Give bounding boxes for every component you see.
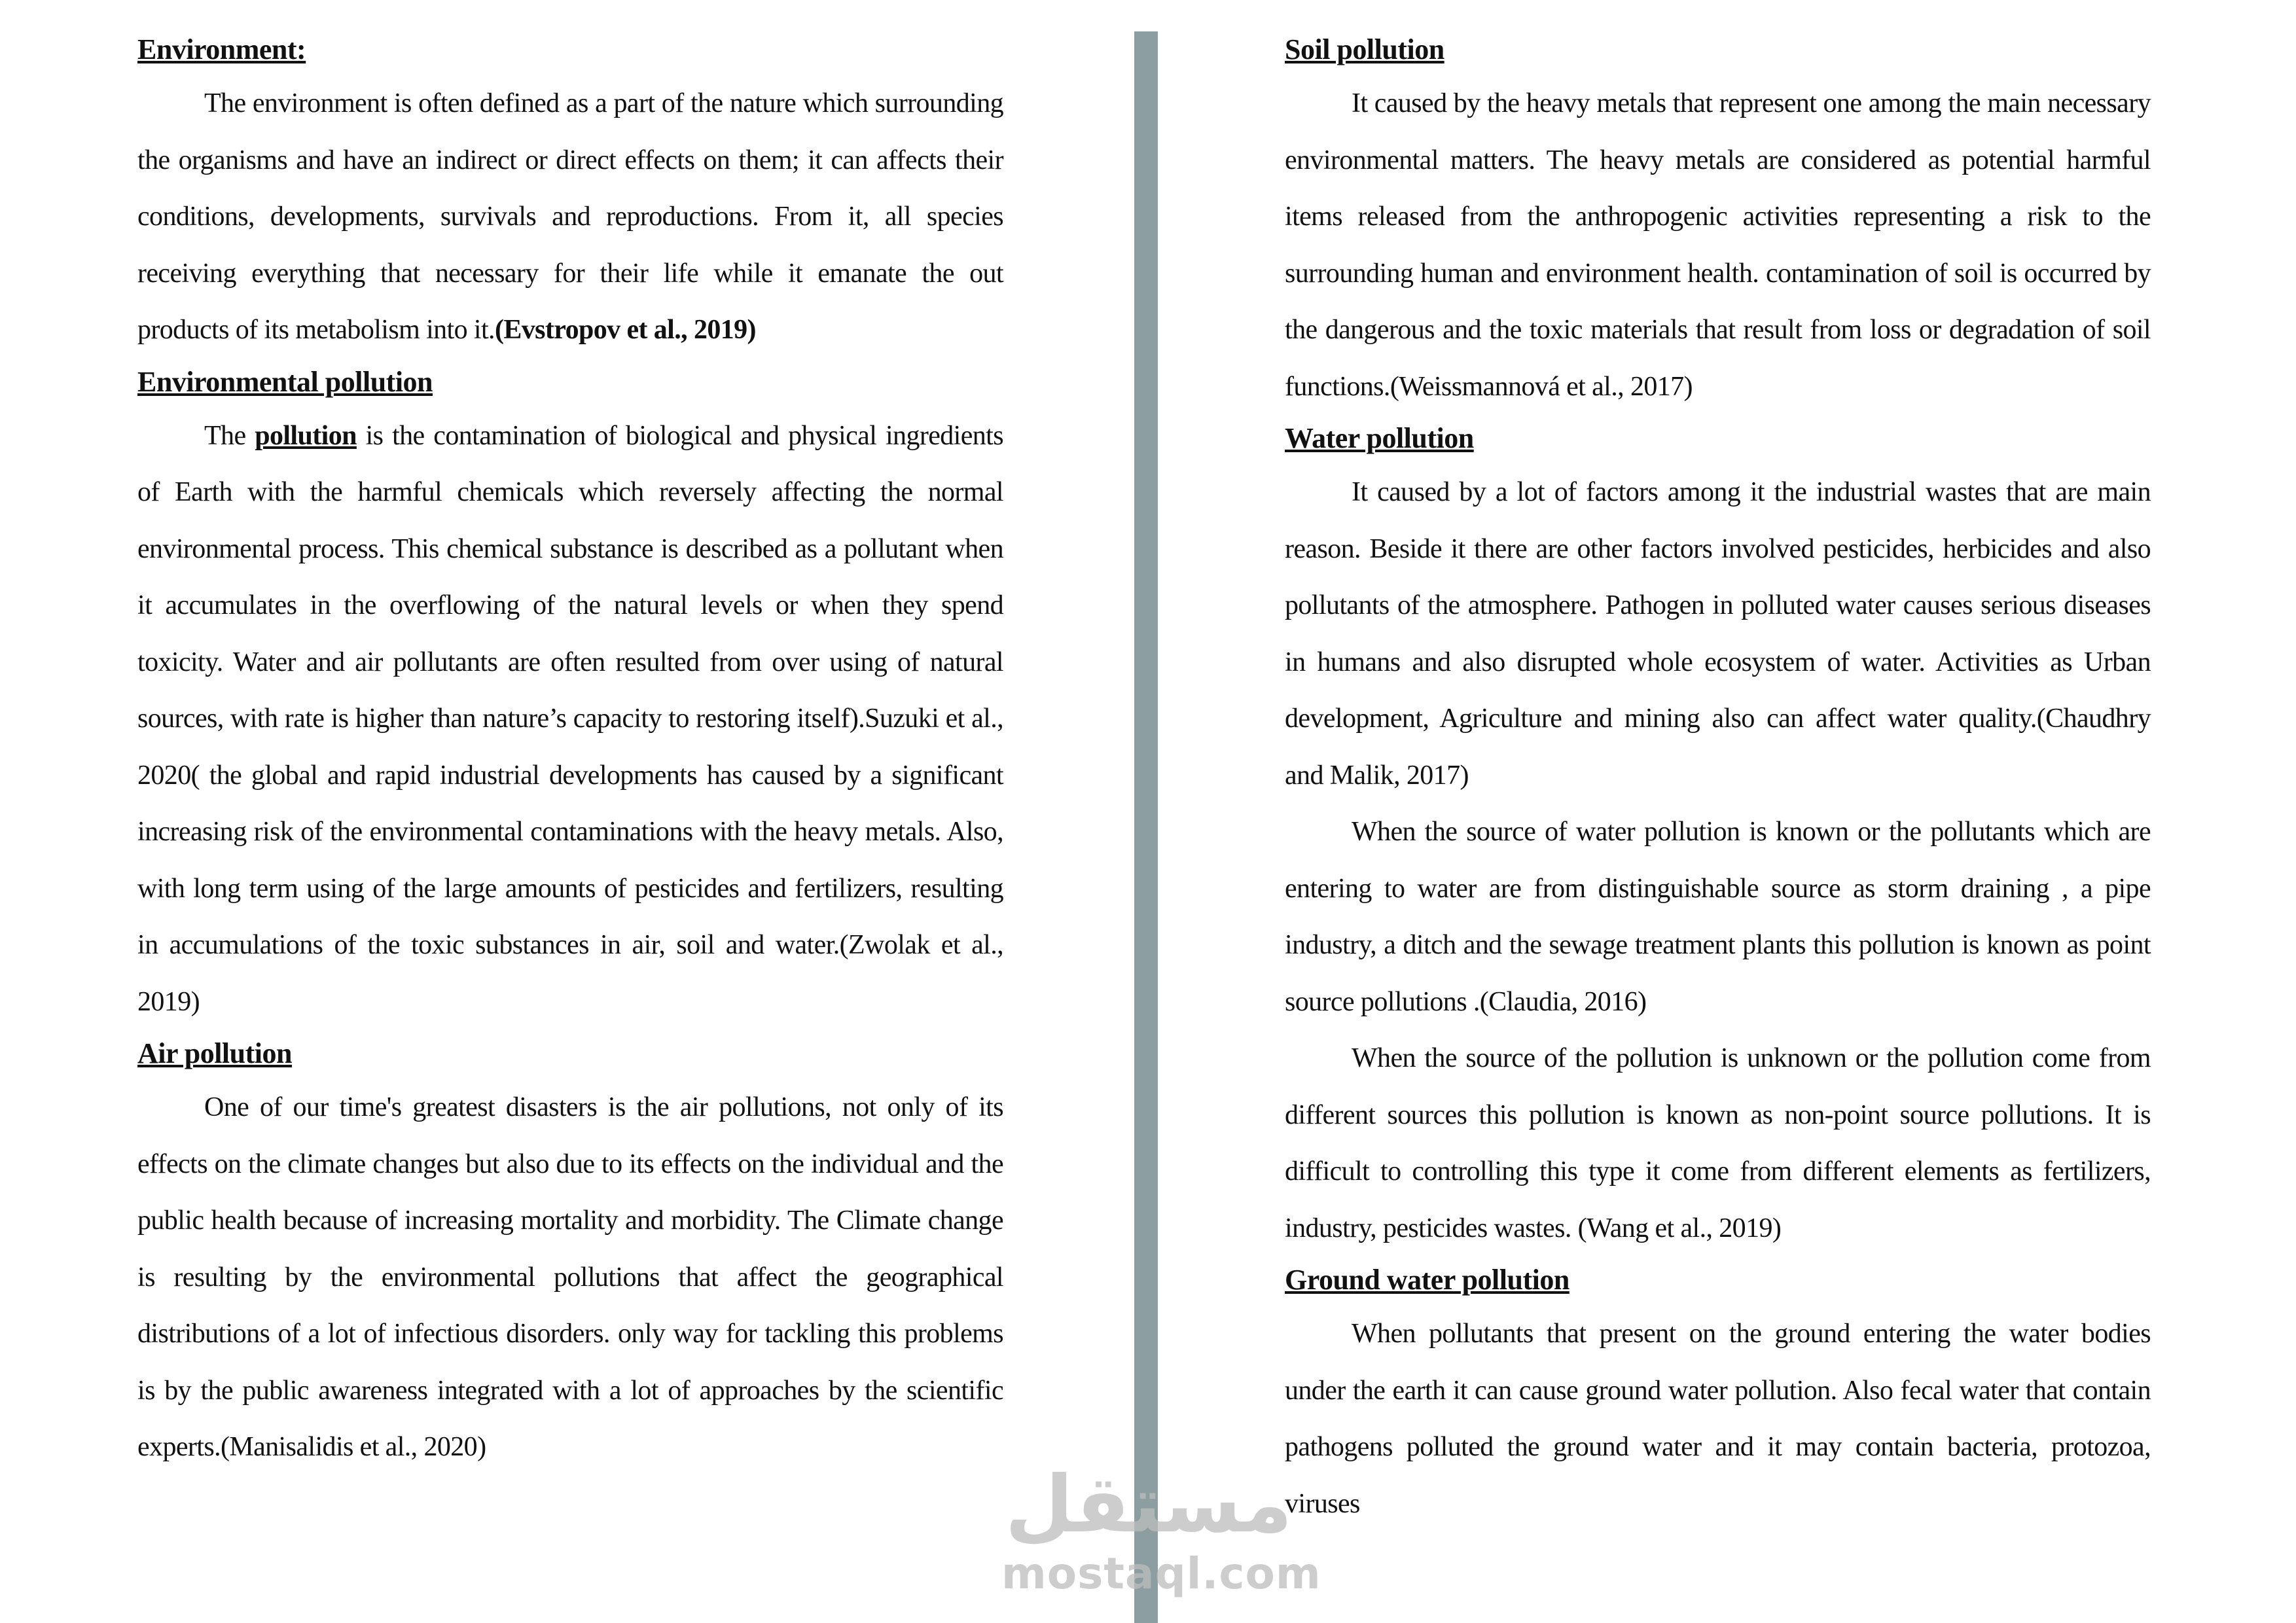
left-page: [0, 0, 1126, 1623]
right-column-text: [1285, 26, 2151, 1532]
citation-chaudhry: (Chaudhry and Malik, 2017): [1285, 704, 2151, 791]
mostaql-watermark: [1001, 1459, 1321, 1610]
paragraph-ground-water-pollution: When pollutants that present on the ground entering the water bodies under the earth it can cause ground water pollution. Also fecal water that contain pathogens polluted the ground water and it may contain bacteria, protozoa, viruses: [1285, 1319, 2151, 1519]
page-divider: [1134, 31, 1158, 1623]
paragraph-water-pollution-1: It caused by a lot of factors among it the industrial wastes that are main reason. Beside it there are other factors involved pesticides, herbicides and also pollutants of the atmosphere. Pathogen in polluted water causes serious diseases in humans and also disrupted whole ecosystem of water. Activities as Urban development, Agriculture and mining also can affect water quality.(Chaudhry and Malik, 2017): [1285, 477, 2151, 791]
citation-weissmannova: (Weissmannová et al., 2017): [1390, 371, 1693, 402]
paragraph-air-pollution: One of our time's greatest disasters is the air pollutions, not only of its effects on the climate changes but also due to its effects on the individual and the public health because of increasing mortality and morbidity. The Climate change is resulting by the environmental pollutions that affect the geographical distributions of a lot of infectious disorders. only way for tackling this problems is by the public awareness integrated with a lot of approaches by the scientific experts.(Manisalidis et al., 2020): [137, 1092, 1003, 1462]
section-heading-air-pollution: Air pollution: [137, 1037, 292, 1069]
citation-zwolak: (Zwolak et al., 2019): [137, 930, 1004, 1017]
paragraph-water-pollution-2: When the source of water pollution is known or the pollutants which are entering to water are from distinguishable source as storm draining , a pipe industry, a ditch and the sewage treatment plants this pollution is known as point source pollutions .(Claudia, 2016): [1285, 817, 2151, 1017]
keyword-pollution: pollution: [255, 420, 357, 451]
right-page: [1158, 0, 2296, 1623]
section-heading-water-pollution: Water pollution: [1285, 422, 1474, 454]
left-column-text: [137, 26, 1003, 1476]
paragraph-soil-pollution: It caused by the heavy metals that represent one among the main necessary environmental matters. The heavy metals are considered as potential harmful items released from the anthropogenic activities representing a risk to the surrounding human and environment health. contamination of soil is occurred by the dangerous and the toxic materials that result from loss or degradation of soil functions.(Weissmannová et al., 2017): [1285, 88, 2151, 402]
section-heading-soil-pollution: Soil pollution: [1285, 33, 1444, 65]
paragraph-environment: The environment is often defined as a part of the nature which surrounding the organisms and have an indirect or direct effects on them; it can affects their conditions, developments, survivals and reproductions. From it, all species receiving everything that necessary for their life while it emanate the out products of its metabolism into it.(Evstropov et al., 2019): [137, 88, 1003, 345]
citation-manisalidis: (Manisalidis et al., 2020): [220, 1432, 486, 1462]
paragraph-environmental-pollution: The pollution is the contamination of biological and physical ingredients of Earth with the harmful chemicals which reversely affecting the normal environmental process. This chemical substance is described as a pollutant when it accumulates in the overflowing of the natural levels or when they spend toxicity. Water and air pollutants are often resulted from over using of natural sources, with rate is higher than nature’s capacity to restoring itself).Suzuki et al., 2020( the global and rapid industrial developments has caused by a significant increasing risk of the environmental contaminations with the heavy metals. Also, with long term using of the large amounts of pesticides and fertilizers, resulting in accumulations of the toxic substances in air, soil and water.(Zwolak et al., 2019): [137, 420, 1004, 1017]
citation-evstropov: (Evstropov et al., 2019): [494, 315, 756, 345]
citation-wang: (Wang et al., 2019): [1577, 1213, 1782, 1243]
watermark-url: mostaql.com: [1001, 1548, 1321, 1599]
section-heading-ground-water-pollution: Ground water pollution: [1285, 1264, 1570, 1296]
section-heading-environmental-pollution: Environmental pollution: [137, 365, 433, 398]
section-heading-environment: Environment:: [137, 33, 306, 65]
citation-claudia: (Claudia, 2016): [1479, 986, 1647, 1017]
paragraph-water-pollution-3: When the source of the pollution is unknown or the pollution come from different sources this pollution is known as non-point source pollutions. It is difficult to controlling this type it come from different elements as fertilizers, industry, pesticides wastes. (Wang et al., 2019): [1285, 1043, 2151, 1243]
watermark-logo: مستقل: [1005, 1459, 1293, 1550]
